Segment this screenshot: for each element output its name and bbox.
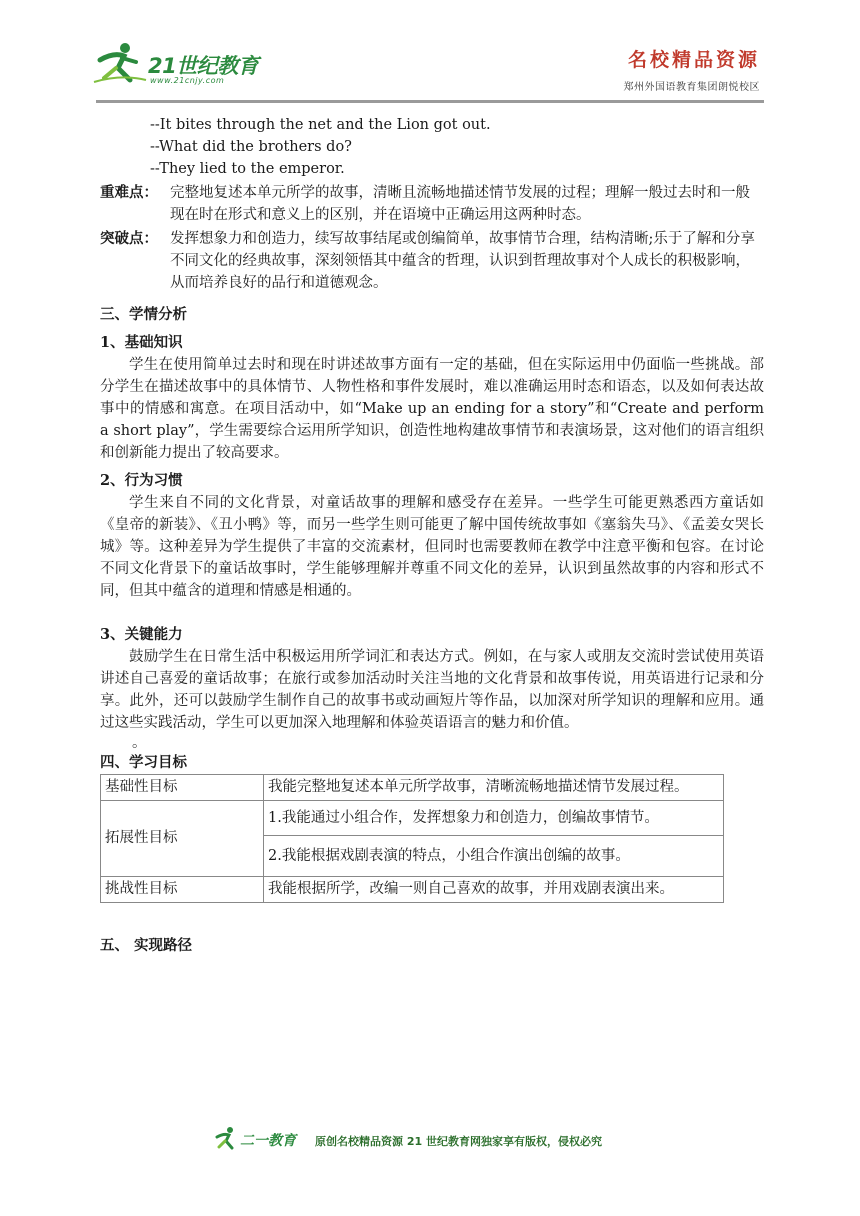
site-logo — [92, 40, 292, 96]
breakthrough-label: 突破点： — [100, 230, 158, 247]
paragraph: 鼓励学生在日常生活中积极运用所学词汇和表达方式。例如，在与家人或朋友交流时尝试使用英语讲述自己喜爱的童话故事；在旅行或参加活动时关注当地的文化背景和故事传说，用英语进行记录和分享。此外，还可以鼓励学生制作自己的故事书或动画短片等作品，以加深对所学知识的理解和应用。通过这些实践活动，学生可以更加深入地理解和体验英语语言的魅力和价值。 — [100, 649, 764, 731]
logo-wordmark: 21世纪教育 — [148, 54, 259, 78]
goal-name-cell: 挑战性目标 — [101, 877, 264, 903]
section-heading: 三、学情分析 — [100, 306, 187, 323]
brand-block — [624, 45, 761, 93]
footer-logo: 二一教育 — [240, 1133, 296, 1149]
section-heading: 四、学习目标 — [100, 754, 187, 771]
section-heading: 五、 实现路径 — [100, 937, 193, 954]
goal-text-cell: 我能根据所学，改编一则自己喜欢的故事，并用戏剧表演出来。 — [264, 877, 724, 903]
runner-logo-icon — [92, 40, 148, 84]
difficulty-text: 完整地复述本单元所学的故事，清晰且流畅地描述情节发展的过程；理解一般过去时和一般现在时在形式和意义上的区别，并在语境中正确运用这两种时态。 — [170, 185, 750, 223]
breakthrough-text: 发挥想象力和创造力，续写故事结尾或创编简单，故事情节合理，结构清晰;乐于了解和分享不同文化的经典故事，深刻领悟其中蕴含的哲理，认识到哲理故事对个人成长的积极影响，从而培养良好的品行和道德观念。 — [170, 231, 755, 291]
dialogue-line: --They lied to the emperor. — [150, 161, 345, 177]
table-row — [101, 877, 724, 903]
goal-text-cell: 1.我能通过小组合作，发挥想象力和创造力，创编故事情节。 — [264, 801, 724, 836]
brand-title: 名校精品资源 — [627, 49, 760, 71]
difficulty-label: 重难点： — [100, 184, 158, 201]
difficulty-block — [100, 182, 764, 226]
table-row — [101, 775, 724, 801]
stray-period: 。 — [132, 735, 147, 751]
goal-text-cell: 2.我能根据戏剧表演的特点，小组合作演出创编的故事。 — [264, 836, 724, 877]
page-footer — [0, 1120, 860, 1160]
page-header — [0, 0, 860, 104]
goal-name-cell: 拓展性目标 — [101, 801, 264, 877]
header-divider — [96, 100, 764, 103]
paragraph: 学生来自不同的文化背景，对童话故事的理解和感受存在差异。一些学生可能更熟悉西方童话如《皇帝的新装》、《丑小鸭》等，而另一些学生则可能更了解中国传统故事如《塞翁失马》、《孟姜女哭长城》等。这种差异为学生提供了丰富的交流素材，但同时也需要教师在教学中注意平衡和包容。在讨论不同文化背景下的童话故事时，学生能够理解并尊重不同文化的差异，认识到虽然故事的内容和形式不同，但其中蕴含的道理和情感是相通的。 — [100, 495, 764, 599]
footer-copyright: 原创名校精品资源 21 世纪教育网独家享有版权，侵权必究 — [315, 1135, 602, 1148]
subsection-heading: 1、基础知识 — [100, 334, 183, 351]
table-row — [101, 801, 724, 836]
dialogue-line: --It bites through the net and the Lion got out. — [150, 117, 491, 133]
goal-text-cell: 我能完整地复述本单元所学故事，清晰流畅地描述情节发展过程。 — [264, 775, 724, 801]
runner-logo-icon — [214, 1126, 240, 1150]
brand-subtitle: 郑州外国语教育集团朗悦校区 — [623, 82, 760, 93]
paragraph: 学生在使用简单过去时和现在时讲述故事方面有一定的基础，但在实际运用中仍面临一些挑战。部分学生在描述故事中的具体情节、人物性格和事件发展时，难以准确运用时态和语态，以及如何表达故事中的情感和寓意。在项目活动中，如“Make up an ending for a story”和“Create and perform a short play”，学生需要综合运用所学知识，创造性地构建故事情节和表演场景，这对他们的语言组织和创新能力提出了较高要求。 — [100, 357, 764, 461]
document-body — [100, 114, 764, 957]
goal-name-cell: 基础性目标 — [101, 775, 264, 801]
subsection-heading: 2、行为习惯 — [100, 472, 183, 489]
breakthrough-block — [100, 228, 764, 294]
learning-goals-table — [100, 774, 724, 903]
dialogue-line: --What did the brothers do? — [150, 139, 352, 155]
subsection-heading: 3、关键能力 — [100, 626, 183, 643]
logo-url: www.21cnjy.com — [150, 76, 225, 85]
